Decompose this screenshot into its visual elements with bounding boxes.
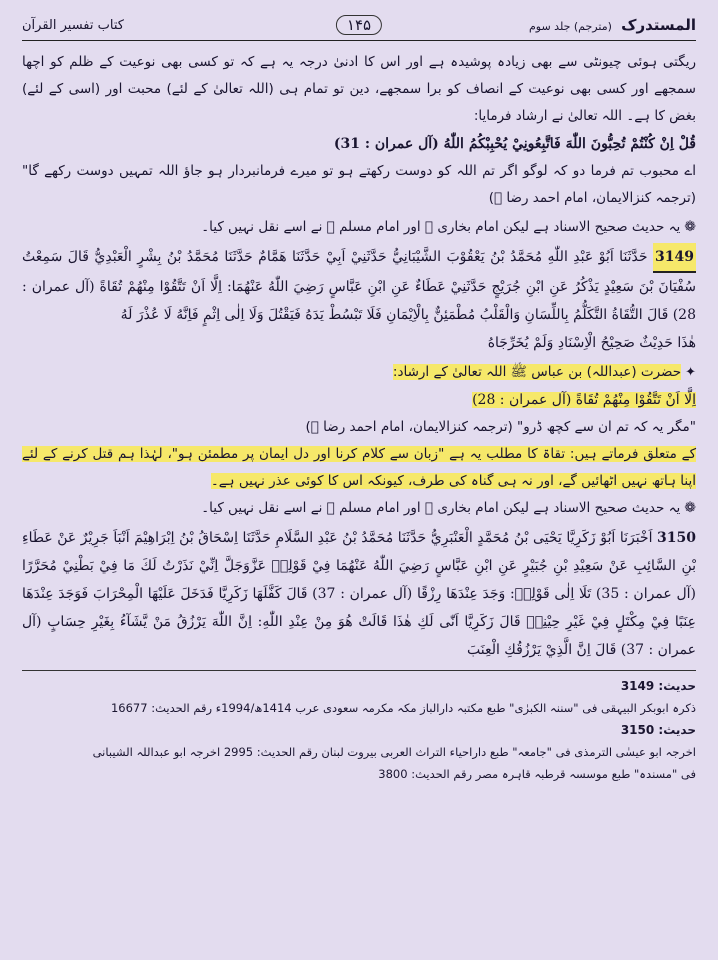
star-icon: ✦ (685, 365, 696, 380)
intro-paragraph: ریگتی ہوئی چیونٹی سے بھی زیادہ پوشیدہ ہے اور اس کا ادنیٰ درجہ یہ ہے کہ تو کسی بھی نوعیت کے ظلم کو اچھا سمجھے اور کسی بھی نوعیت کے انصاف کو برا سمجھے، دین تو تمام ہی (اللہ تعالیٰ کے لئے) محبت اور (اسی کے لئے) بغض کا ہے۔ اللہ تعالیٰ نے ارشاد فرمایا: (22, 54, 696, 124)
footnote-3150-line2: فی "مسندہ" طبع موسسہ قرطبہ قاہرہ مصر رقم الحدیث: 3800 (378, 767, 696, 781)
grading-text: یہ حدیث صحیح الاسناد ہے لیکن امام بخاری ﷫ اور امام مسلم ﷫ نے اسے نقل نہیں کیا۔ (201, 500, 681, 516)
footnote-label-3150: حدیث: 3150 (620, 723, 696, 737)
hadith-3149-verse (22, 386, 696, 414)
hadith-number-3149: 3149 (653, 243, 696, 273)
footnotes (22, 675, 696, 785)
hadith-3149-narrator (22, 359, 696, 386)
flower-icon: ❁ (684, 219, 696, 235)
hadith-3149-arabic-grading: هٰذَا حَدِيْثٌ صَحِيْحُ الْاِسْنَادِ وَلَمْ يُخَرِّجَاهُ (487, 335, 696, 351)
intro-translation: اے محبوب تم فرما دو کہ لوگو اگر تم اللہ کو دوست رکھتے ہو تو میرے فرمانبردار ہو جاؤ اللہ تمہیں دوست رکھے گا" (ترجمہ کنزالایمان، امام احمد رضا ﷫) (22, 163, 696, 206)
hadith-3150-arabic (22, 524, 696, 664)
footnote-3149: ذکرہ ابوبکر البیہقی فی "سننہ الکبرٰی" طبع مکتبہ دارالباز مکہ مکرمہ سعودی عرب 1414ھ/1994ء رقم الحدیث: 16677 (110, 701, 696, 715)
narrator-line: حضرت (عبداللہ) بن عباس ﷺ اللہ تعالیٰ کے ارشاد: (392, 364, 682, 380)
intro-grading-text: یہ حدیث صحیح الاسناد ہے لیکن امام بخاری ﷫ اور امام مسلم ﷫ نے اسے نقل نہیں کیا۔ (201, 219, 681, 235)
book-subtitle: (مترجم) جلد سوم (528, 20, 612, 33)
footnote-3150-line1: اخرجہ ابو عیسٰی الترمذی فی "جامعہ" طبع داراحیاء التراث العربی بیروت لبنان رقم الحدیث: 2995 اخرجہ ابو عبداللہ الشیبانی (92, 745, 696, 759)
intro-grading (22, 214, 696, 241)
hadith-number-3150: 3150 (657, 530, 697, 546)
hadith-3149-verse-translation: "مگر یہ کہ تم ان سے کچھ ڈرو" (ترجمہ کنزالایمان، امام احمد رضا ﷫) (305, 419, 696, 435)
hadith-3149-arabic (22, 243, 696, 329)
chapter-title: کتاب تفسیر القرآن (22, 17, 124, 33)
hadith-3149-text: حَدَّثَنَا اَبُوْ عَبْدِ اللّٰهِ مُحَمَّدُ بْنُ يَعْقُوْبَ الشَّيْبَانِيُّ حَدَّثَنِيْ اَبِيْ حَدَّثَنَا هَمَّامٌ حَدَّثَنَا مُحَمَّدُ بْنُ بِشْرٍ الْعَبْدِيُّ قَالَ سَمِعْتُ سُفْيَانَ بْنَ سَعِيْدٍ يَذْكُرُ عَنِ ابْنِ جُرَيْجٍ حَدَّثَنِيْ عَطَاءٌ عَنِ ابْنِ عَبَّاسٍ رَضِيَ اللّٰهُ عَنْهُمَا: اِلَّا اَنْ تَتَّقُوْا مِنْهُمْ تُقَاةً (آل عمران : 28) قَالَ التُّقَاةُ التَّكَلُّمُ بِاللِّسَانِ وَالْقَلْبُ مُطْمَئِنٌّ بِالْاِيْمَانِ فَلَا تَبْسُطْ يَدَهُ فَيَقْتُلَ وَلَا اِلٰى اِثْمٍ فَاِنَّهُ لَا عُذْرَ لَهُ (22, 249, 696, 323)
hadith-3150-text: اَخْبَرَنَا اَبُوْ زَكَرِيَّا يَحْيَى بْنُ مُحَمَّدٍ الْعَنْبَرِيُّ حَدَّثَنَا مُحَمَّدُ بْنُ عَبْدِ السَّلَامِ حَدَّثَنَا اِسْحَاقُ بْنُ اِبْرَاهِيْمَ اَنْبَاَ جَرِيْرٌ عَنْ عَطَاءِ بْنِ السَّائِبِ عَنْ سَعِيْدِ بْنِ جُبَيْرٍ عَنِ ابْنِ عَبَّاسٍ رَضِيَ اللّٰهُ عَنْهُمَا فِيْ قَوْلِهٖ عَزَّوَجَلَّ اِنِّيْ نَذَرْتُ لَكَ مَا فِيْ بَطْنِيْ مُحَرَّرًا (آل عمران : 35) تَلَا اِلٰى قَوْلِهٖ: وَجَدَ عِنْدَهَا رِزْقًا (آل عمران : 37) قَالَ كَفَّلَهَا زَكَرِيَّا فَدَخَلَ عَلَيْهَا الْمِحْرَابَ فَوَجَدَ عِنْدَهَا عِنَبًا فِيْ مِكْتَلٍ فِيْ غَيْرِ حِيْنِهٖ قَالَ زَكَرِيَّا اَنّٰى لَكِ هٰذَا قَالَتْ هُوَ مِنْ عِنْدِ اللّٰهِ: اِنَّ اللّٰهَ يَرْزُقُ مَنْ يَّشَآءُ بِغَيْرِ حِسَابٍ (آل عمران : 37) قَالَ اِنَّ الَّذِيْ يَرْزُقُكِ الْعِنَبَ (22, 530, 697, 658)
footnote-label-3149: حدیث: 3149 (620, 679, 696, 693)
explanation-text: کے متعلق فرماتے ہیں: تقاۃ کا مطلب یہ ہے "زبان سے کلام کرنا اور دل ایمان پر مطمئن ہو"، لہٰذا ہم قتل کرنے کے لئے اپنا ہاتھ نہیں اٹھائیں گے، اور نہ ہی گناہ کی طرف، کیونکہ اس کا کوئی عذر نہیں ہے۔ (22, 446, 696, 489)
hadith-3149-explanation (22, 441, 696, 495)
flower-icon: ❁ (684, 500, 696, 516)
footnote-divider (22, 670, 696, 671)
page-number: ۱۴۵ (336, 15, 382, 35)
book-title-text: المستدرک (621, 16, 696, 34)
book-page (22, 10, 696, 950)
page-header (22, 10, 696, 41)
hadith-3149-grading (22, 495, 696, 522)
book-title (529, 16, 696, 34)
intro-verse: قُلْ اِنْ كُنْتُمْ تُحِبُّونَ اللّٰهَ فَاتَّبِعُونِيْ يُحْبِبْكُمُ اللّٰهُ (آل عمران : 31) (333, 136, 696, 152)
verse-text: اِلَّا اَنْ تَتَّقُوْا مِنْهُمْ تُقَاةً (آل عمران : 28) (472, 392, 696, 408)
